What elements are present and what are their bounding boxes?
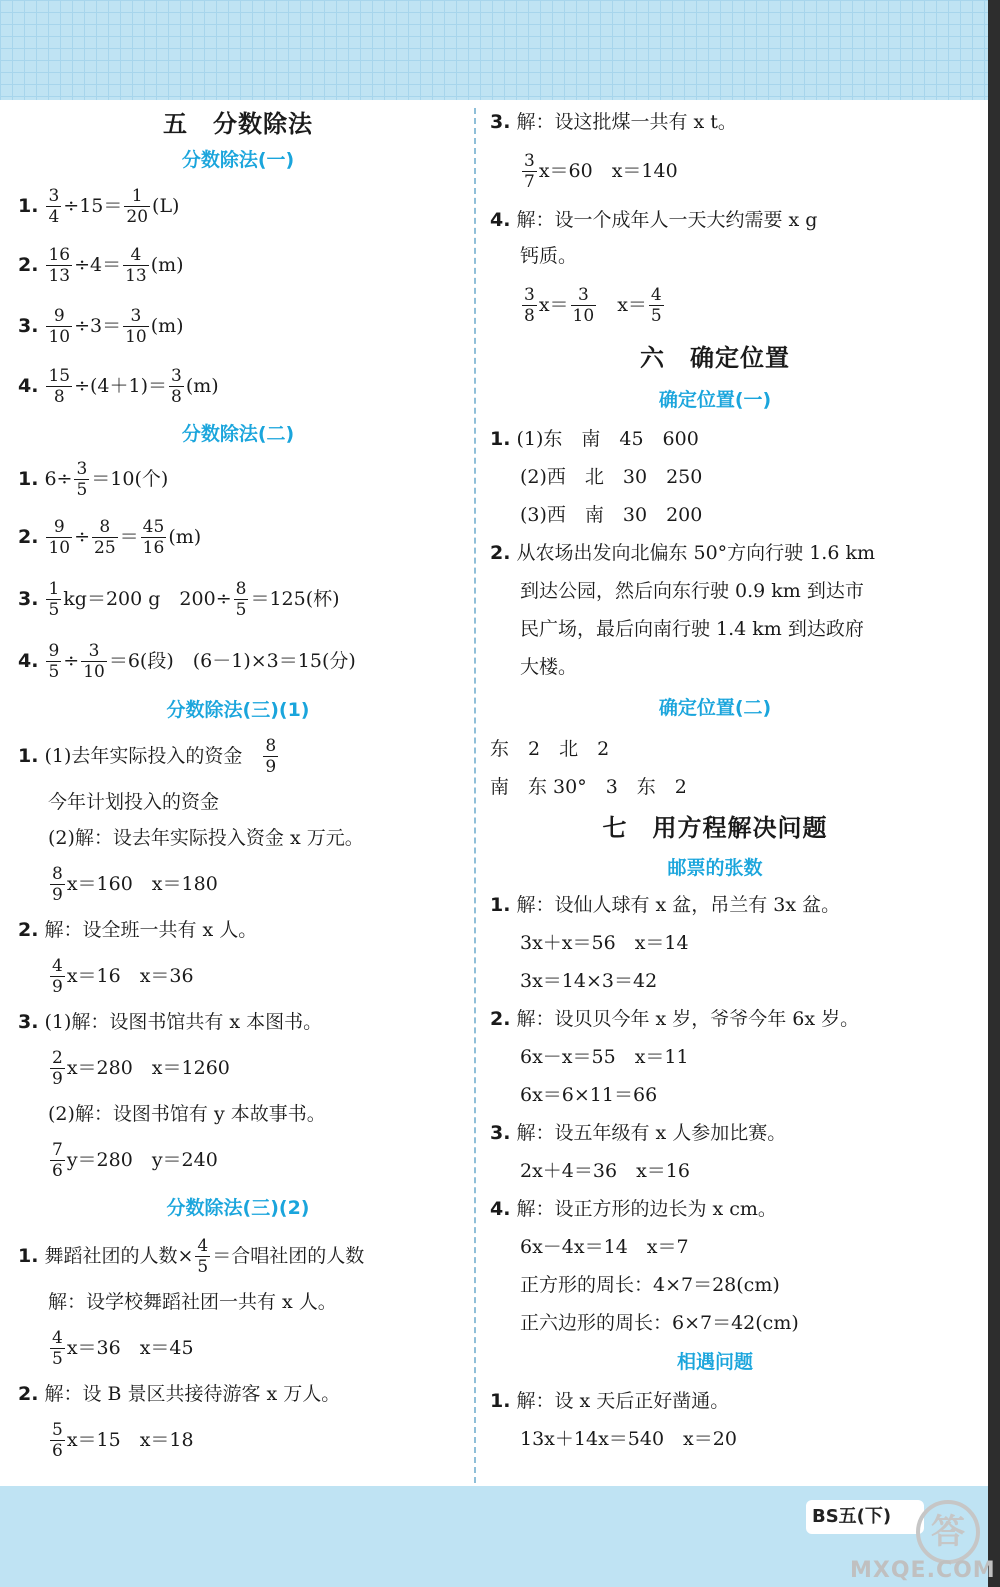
answer-line: 钙质。 <box>520 245 578 267</box>
answer-line: 南 东 30° 3 东 2 <box>490 776 687 798</box>
answer-line: 3x＋x＝56 x＝14 <box>520 932 689 954</box>
answer-line: 1. 解：设 x 天后正好凿通。 <box>490 1390 730 1412</box>
answer-line: 到达公园，然后向东行驶 0.9 km 到达市 <box>520 580 864 602</box>
answer-line: 3. (1)解：设图书馆共有 x 本图书。 <box>18 1011 323 1033</box>
answer-line: 3. 解：设这批煤一共有 x t。 <box>490 111 737 133</box>
answer-line: 3. $\frac{1}{5}$ kg＝200 g 200÷ $\frac{8}{5}$ ＝125(杯) <box>18 578 340 620</box>
answer-line: 3x＝14×3＝42 <box>520 970 658 992</box>
answer-line: 4. $\frac{9}{5}$ ÷ $\frac{3}{10}$ ＝6(段) (6－1)×3＝15(分) <box>18 640 356 682</box>
answer-line: 正六边形的周长：6×7＝42(cm) <box>520 1312 799 1334</box>
answer-line: $\frac{3}{7}$ x＝60 x＝140 <box>524 150 678 192</box>
answer-line: $\frac{8}{9}$ x＝160 x＝180 <box>52 863 218 905</box>
answer-line: 今年计划投入的资金 <box>48 791 220 813</box>
subsection-title: 分数除法(三)(1) <box>166 699 310 721</box>
answer-line: 1. (1)东 南 45 600 <box>490 428 699 450</box>
answer-line: 1. (1)去年实际投入的资金 $\frac{8}{9}$ <box>18 735 277 777</box>
section-title-5: 五 分数除法 <box>163 110 313 138</box>
answer-line: $\frac{2}{9}$ x＝280 x＝1260 <box>52 1047 230 1089</box>
answer-line: (2)解：设去年实际投入资金 x 万元。 <box>48 827 364 849</box>
answer-line: $\frac{3}{8}$ x＝ $\frac{3}{10}$ x＝ $\frac{4}{5}$ <box>524 284 662 326</box>
answer-line: 2. 解：设贝贝今年 x 岁，爷爷今年 6x 岁。 <box>490 1008 860 1030</box>
answer-line: 1. 6÷ $\frac{3}{5}$ ＝10(个) <box>18 458 169 500</box>
answer-line: 正方形的周长：4×7＝28(cm) <box>520 1274 780 1296</box>
answer-line: 2. 从农场出发向北偏东 50°方向行驶 1.6 km <box>490 542 875 564</box>
left-column <box>18 100 458 1468</box>
top-grid-band <box>0 0 988 100</box>
answer-line: 2. $\frac{9}{10}$ ÷ $\frac{8}{25}$ ＝ $\frac{45}{16}$ (m) <box>18 516 202 558</box>
answer-line: (2)西 北 30 250 <box>520 466 703 488</box>
answer-line: 4. 解：设正方形的边长为 x cm。 <box>490 1198 777 1220</box>
answer-line: 2. $\frac{16}{13}$ ÷4＝ $\frac{4}{13}$ (m) <box>18 244 184 286</box>
answer-line: (3)西 南 30 200 <box>520 504 703 526</box>
answer-line: $\frac{4}{9}$ x＝16 x＝36 <box>52 955 194 997</box>
answer-line: 6x－x＝55 x＝11 <box>520 1046 689 1068</box>
answer-line: 2. 解：设全班一共有 x 人。 <box>18 919 258 941</box>
answer-line: 2. 解：设 B 景区共接待游客 x 万人。 <box>18 1383 341 1405</box>
subsection-title: 相遇问题 <box>676 1351 753 1373</box>
column-divider <box>474 108 476 1483</box>
section-title-7: 七 用方程解决问题 <box>602 814 828 842</box>
answer-line: $\frac{4}{5}$ x＝36 x＝45 <box>52 1327 194 1369</box>
answer-line: 1. 舞蹈社团的人数× $\frac{4}{5}$ ＝合唱社团的人数 <box>18 1235 365 1277</box>
answer-line: 1. $\frac{3}{4}$ ÷15＝ $\frac{1}{20}$ (L) <box>18 185 180 227</box>
answer-line: 2x＋4＝36 x＝16 <box>520 1160 690 1182</box>
answer-line: 解：设学校舞蹈社团一共有 x 人。 <box>48 1291 337 1313</box>
watermark-url: MXQE.COM <box>850 1558 996 1583</box>
answer-line: 东 2 北 2 <box>490 738 610 760</box>
answer-line: 6x－4x＝14 x＝7 <box>520 1236 689 1258</box>
answer-line: 1. 解：设仙人球有 x 盆，吊兰有 3x 盆。 <box>490 894 841 916</box>
answer-line: 大楼。 <box>520 656 578 678</box>
answer-line: (2)解：设图书馆有 y 本故事书。 <box>48 1103 326 1125</box>
subsection-title: 分数除法(一) <box>181 149 295 171</box>
answer-line: 4. 解：设一个成年人一天大约需要 x g <box>490 209 818 231</box>
watermark-seal-icon: 答 <box>916 1500 980 1564</box>
subsection-title: 邮票的张数 <box>667 857 763 879</box>
answer-line: 民广场，最后向南行驶 1.4 km 到达政府 <box>520 618 864 640</box>
subsection-title: 分数除法(三)(2) <box>166 1197 310 1219</box>
subsection-title: 确定位置(二) <box>658 697 772 719</box>
book-badge: BS五(下) <box>806 1500 924 1534</box>
answer-line: $\frac{7}{6}$ y＝280 y＝240 <box>52 1139 218 1181</box>
right-edge-strip <box>988 0 1000 1587</box>
right-column <box>490 100 940 1458</box>
answer-line: 3. $\frac{9}{10}$ ÷3＝ $\frac{3}{10}$ (m) <box>18 305 184 347</box>
answer-line: $\frac{5}{6}$ x＝15 x＝18 <box>52 1419 194 1461</box>
subsection-title: 分数除法(二) <box>181 423 295 445</box>
subsection-title: 确定位置(一) <box>658 389 772 411</box>
answer-line: 3. 解：设五年级有 x 人参加比赛。 <box>490 1122 787 1144</box>
answer-line: 13x＋14x＝540 x＝20 <box>520 1428 737 1450</box>
section-title-6: 六 确定位置 <box>640 344 790 372</box>
watermark-logo <box>826 1500 996 1584</box>
answer-line: 6x＝6×11＝66 <box>520 1084 658 1106</box>
answer-line: 4. $\frac{15}{8}$ ÷(4＋1)＝ $\frac{3}{8}$ (m) <box>18 365 219 407</box>
